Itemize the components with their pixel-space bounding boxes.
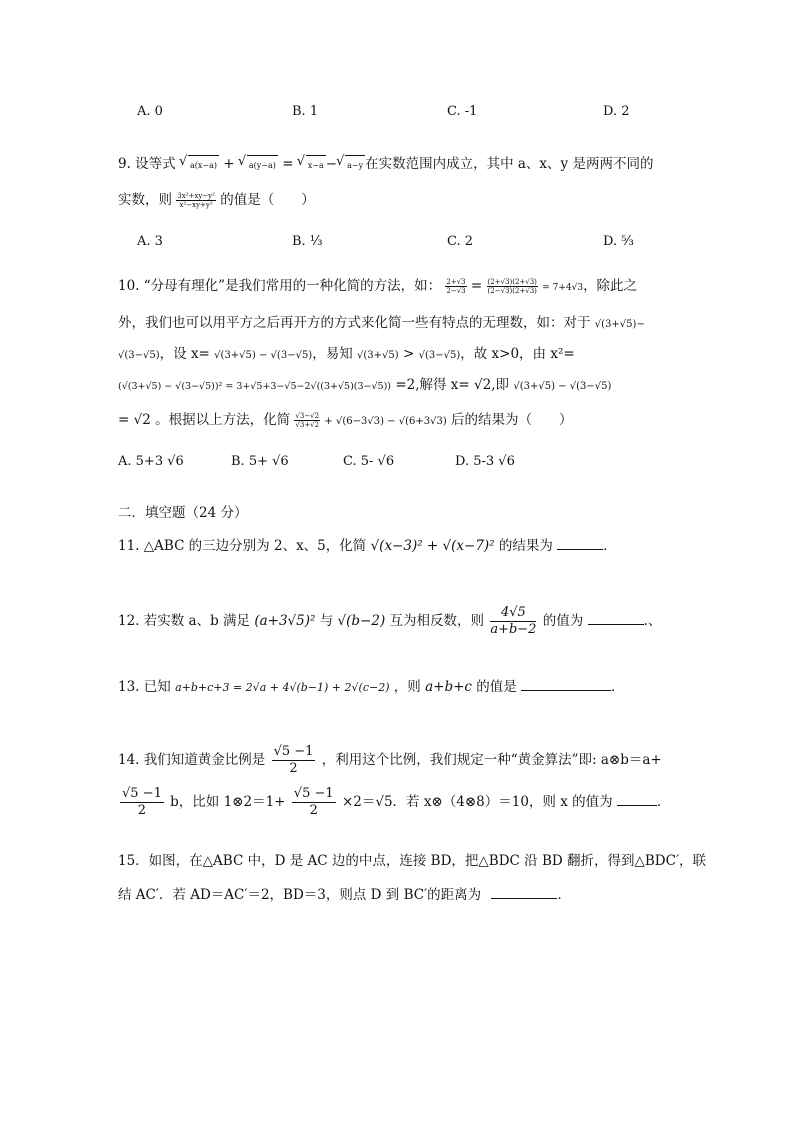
q10-line3-expr4: √(3−√5)	[418, 350, 461, 361]
q12-text-end: 的值为	[542, 613, 584, 629]
q10-line5-eq: =	[118, 412, 130, 428]
q10-line3-expr3: √(3+√5)	[357, 350, 399, 361]
q8-option-a: A. 0	[137, 104, 163, 119]
q10-line3-expr1: √(3−√5)	[118, 350, 160, 361]
q10-line4-expr2: √(3+√5) − √(3−√5)	[513, 381, 612, 392]
q10-line3-mid: ，设 x=	[159, 346, 210, 362]
q14-line2-mid2: ×2＝√5．若 x⊗（4⊗8）＝10，则 x 的值为	[341, 794, 613, 810]
q9-line2	[118, 190, 315, 210]
q14-line2-frac-num: √5 −1	[122, 786, 162, 801]
q14-golden-fraction	[272, 744, 316, 777]
q9-sqrt-mid: √ a(y−a)	[247, 155, 278, 176]
q10-gt: >	[402, 346, 415, 362]
q14-line2-frac-den: 2	[137, 803, 147, 818]
q11-expr: √(x−3)² + √(x−7)²	[370, 538, 495, 554]
q15-answer-blank	[491, 884, 557, 899]
q12-trail: .、	[643, 613, 662, 629]
q14-line2-frac2-den: 2	[309, 803, 318, 818]
q9-eq: =	[282, 156, 294, 172]
q10-line5	[118, 410, 573, 432]
q9-option-b: B. ⅓	[292, 234, 323, 249]
q13-mid: ，则	[393, 679, 421, 695]
q10-line5-expr: + √(6−3√3) − √(6+3√3)	[324, 416, 447, 427]
q10-line4-mid2: ,即	[491, 377, 510, 393]
q9-fraction	[176, 192, 216, 209]
q10-eg-frac1-num: 2+√3	[446, 278, 466, 286]
q12-frac-den: a+b−2	[490, 622, 537, 637]
q10-line5-sqrt2: √2	[133, 412, 151, 428]
q14-frac-den: 2	[289, 761, 298, 776]
q9-line2-start: 实数，则	[118, 192, 172, 208]
q10-line2	[118, 313, 645, 335]
q10-line4-sqrt2: √2	[474, 377, 492, 393]
q10-line1	[118, 276, 637, 298]
q10-line5-frac-num: √3−√2	[295, 412, 320, 420]
q10-line5-mid: 。根据以上方法，化简	[155, 412, 291, 428]
q13-expr: a+b+c+3 = 2√a + 4√(b−1) + 2√(c−2)	[175, 681, 390, 694]
q9-frac-num: 3x²+xy−y²	[177, 192, 215, 200]
q14-line2-fraction	[120, 786, 164, 819]
q10-line2-expr: √(3+√5)−	[594, 319, 645, 330]
q9-text-end: 在实数范围内成立，其中 a、x、y 是两两不同的	[365, 156, 654, 172]
q10-line3-expr2: √(3+√5) − √(3−√5)	[214, 350, 313, 361]
q13-expr2: a+b+c	[425, 679, 472, 695]
q10-line4-expr: (√(3+√5) − √(3−√5))² = 3+√5+3−√5−2√((3+√5)(3−√5))	[118, 381, 392, 392]
q10-option-a: A. 5+3 √6	[118, 454, 184, 469]
q13-answer-blank	[521, 676, 611, 691]
q9-text-start: 9. 设等式	[118, 156, 176, 172]
q8-option-d: D. 2	[603, 104, 630, 119]
q15-line2	[118, 884, 571, 905]
q9-option-d: D. ⁵⁄₃	[603, 234, 634, 249]
q12-answer-blank	[588, 610, 644, 625]
q10-option-d: D. 5-3 √6	[455, 454, 515, 469]
q10-line1-start: 10. “分母有理化”是我们常用的一种化简的方法，如：	[118, 278, 442, 294]
q15-period: ．	[557, 887, 571, 903]
q12-mid: 与	[319, 613, 334, 629]
q14-line1	[118, 744, 662, 777]
q9-plus: +	[223, 156, 235, 172]
q12-expr1: (a+3√5)²	[254, 613, 316, 629]
q13-text-end: 的值是	[476, 679, 517, 695]
q14-period: ．	[656, 794, 671, 810]
q9-minus: −	[325, 156, 338, 172]
q12-mid2: 互为相反数，则	[389, 613, 485, 629]
q11-answer-blank	[557, 535, 603, 550]
q14-line2-frac2-num: √5 −1	[293, 786, 334, 801]
q10-option-b: B. 5+ √6	[231, 454, 289, 469]
q13-period: ．	[611, 679, 625, 695]
q11-period: ．	[603, 538, 617, 554]
q10-eg-frac2-den: (2−√3)(2+√3)	[487, 287, 537, 295]
q10-line4	[118, 375, 611, 397]
q11-line	[118, 535, 617, 556]
q10-line1-end: ，除此之	[583, 278, 638, 294]
q9-line2-end: 的值是（ ）	[220, 192, 315, 208]
q14-line1-start: 14. 我们知道黄金比例是	[118, 752, 266, 768]
q9-sqrt-r2: √ a−y	[345, 155, 365, 176]
q14-answer-blank	[617, 791, 657, 806]
q10-eg-eq: =	[470, 278, 483, 294]
q8-option-b: B. 1	[292, 104, 319, 119]
q9-option-c: C. 2	[447, 234, 474, 249]
q13-line	[118, 676, 625, 698]
q10-line5-frac	[294, 412, 320, 429]
q15-line2-text: 结 AC′．若 AD＝AC′＝2，BD＝3，则点 D 到 BC′的距离为	[118, 887, 482, 903]
q10-eg-frac2	[487, 278, 538, 295]
section2-title: 二．填空题（24 分）	[118, 505, 248, 521]
q8-option-c: C. -1	[447, 104, 478, 119]
q9-options	[0, 234, 794, 254]
q10-eg-result: = 7+4√3	[542, 283, 584, 293]
q11-text-start: 11. △ABC 的三边分别为 2、x、5，化简	[118, 538, 367, 554]
q15-line1: 15．如图，在△ABC 中，D 是 AC 边的中点，连接 BD，把△BDC 沿 BD 翻折，得到△BDC′，联	[118, 853, 707, 869]
q9-sqrt-r1: √ x−a	[306, 155, 326, 176]
q10-line3-mid2: ，易知	[312, 346, 353, 362]
q9-option-a: A. 3	[137, 234, 163, 249]
q10-line3	[118, 344, 575, 366]
q12-line	[118, 605, 661, 638]
q8-options	[0, 104, 794, 124]
q9-line1	[118, 154, 653, 176]
q10-eg-frac1	[445, 278, 466, 295]
q11-text-end: 的结果为	[498, 538, 553, 554]
q14-line2	[118, 786, 670, 819]
q10-eg-frac2-num: (2+√3)(2+√3)	[487, 278, 537, 286]
q10-option-c: C. 5- √6	[343, 454, 395, 469]
q10-line2-text: 外，我们也可以用平方之后再开方的方式来化简一些有特点的无理数，如：对于	[118, 315, 591, 331]
q10-line4-mid: =2,解得 x=	[395, 377, 470, 393]
q14-line2-fraction2	[292, 786, 336, 819]
q14-line2-mid: b，比如 1⊗2＝1+	[170, 794, 286, 810]
q12-text-start: 12. 若实数 a、b 满足	[118, 613, 251, 629]
q10-line5-end: 后的结果为（ ）	[451, 412, 573, 428]
q9-frac-den: x²−xy+y²	[179, 201, 213, 209]
q10-options	[0, 454, 794, 474]
q12-expr2: √(b−2)	[337, 613, 386, 629]
q12-frac-num: 4√5	[490, 605, 536, 622]
q9-sqrt-left: √ a(x−a)	[188, 155, 219, 176]
q14-line1-end: ，利用这个比例，我们规定一种“黄金算法”即: a⊗b＝a+	[321, 752, 662, 768]
q12-fraction	[490, 605, 536, 638]
q10-line3-end: ，故 x>0，由 x²=	[460, 346, 575, 362]
q10-eg-frac1-den: 2−√3	[446, 287, 466, 295]
q14-frac-num: √5 −1	[273, 744, 314, 759]
q10-line5-frac-den: √3+√2	[295, 421, 320, 429]
q13-text-start: 13. 已知	[118, 679, 171, 695]
